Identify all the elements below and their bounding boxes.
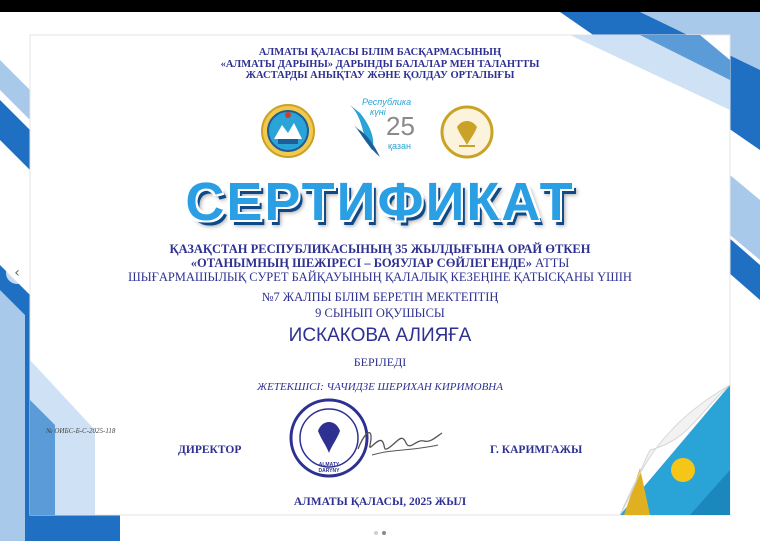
document-number: № ОИБС-Б-С-2025-118 bbox=[46, 427, 116, 435]
body-line-2-rest: АТТЫ bbox=[532, 256, 570, 270]
grade-line: 9 СЫНЫП ОҚУШЫСЫ bbox=[315, 306, 445, 320]
body-line-3: ШЫҒАРМАШЫЛЫҚ СУРЕТ БАЙҚАУЫНЫҢ ҚАЛАЛЫҚ КЕЗЕҢІНЕ ҚАТЫСҚАНЫ ҮШІН bbox=[128, 270, 632, 284]
body-line-1: ҚАЗАҚСТАН РЕСПУБЛИКАСЫНЫҢ 35 ЖЫЛДЫҒЫНА ОРАЙ ӨТКЕН bbox=[169, 242, 591, 256]
carousel-dot-2[interactable] bbox=[382, 531, 386, 535]
school-line: №7 ЖАЛПЫ БІЛІМ БЕРЕТІН МЕКТЕПТІҢ bbox=[261, 290, 499, 304]
anniversary-label-1: Республика bbox=[362, 97, 412, 107]
header-line-3: ЖАСТАРДЫ АНЫҚТАУ ЖӘНЕ ҚОЛДАУ ОРТАЛЫҒЫ bbox=[245, 70, 515, 81]
director-name: Г. КАРИМГАЖЫ bbox=[490, 444, 583, 456]
almaty-emblem-icon bbox=[260, 103, 316, 159]
header-line-2: «АЛМАТЫ ДАРЫНЫ» ДАРЫНДЫ БАЛАЛАР МЕН ТАЛАНТТЫ bbox=[220, 58, 540, 70]
director-label: ДИРЕКТОР bbox=[178, 444, 242, 456]
contest-name: «ОТАНЫМНЫҢ ШЕЖІРЕСІ – БОЯУЛАР СӨЙЛЕГЕНДЕ» bbox=[190, 256, 533, 270]
logos-row bbox=[30, 95, 730, 165]
recipient-name: ИСКАКОВА АЛИЯҒА bbox=[288, 325, 472, 346]
awarded-label: БЕРІЛЕДІ bbox=[353, 355, 407, 369]
anniversary-label-3: қазан bbox=[388, 141, 411, 151]
anniversary-number: 25 bbox=[386, 111, 415, 141]
carousel-dots bbox=[372, 522, 388, 540]
supervisor-line: ЖЕТЕКШІСІ: ЧАЧИДЗЕ ШЕРИХАН КИРИМОВНА bbox=[257, 381, 503, 393]
signature bbox=[352, 419, 446, 465]
issuer-header bbox=[30, 47, 730, 82]
body-line-2 bbox=[30, 256, 730, 271]
header-line-1: АЛМАТЫ ҚАЛАСЫ БІЛІМ БАСҚАРМАСЫНЫҢ bbox=[258, 47, 502, 58]
republic-day-logo bbox=[340, 95, 420, 165]
almaty-daryny-gold-logo-icon bbox=[440, 105, 494, 159]
footer-city-year: АЛМАТЫ ҚАЛАСЫ, 2025 ЖЫЛ bbox=[293, 496, 467, 508]
carousel-prev-arrow[interactable]: ‹ bbox=[6, 262, 28, 284]
carousel-dot-1[interactable] bbox=[374, 531, 378, 535]
anniversary-label-2: күні bbox=[370, 107, 386, 117]
certificate bbox=[30, 35, 730, 515]
stamp-text: ALMATY DARYNY bbox=[318, 462, 340, 474]
certificate-title: СЕРТИФИКАТ bbox=[185, 172, 575, 232]
